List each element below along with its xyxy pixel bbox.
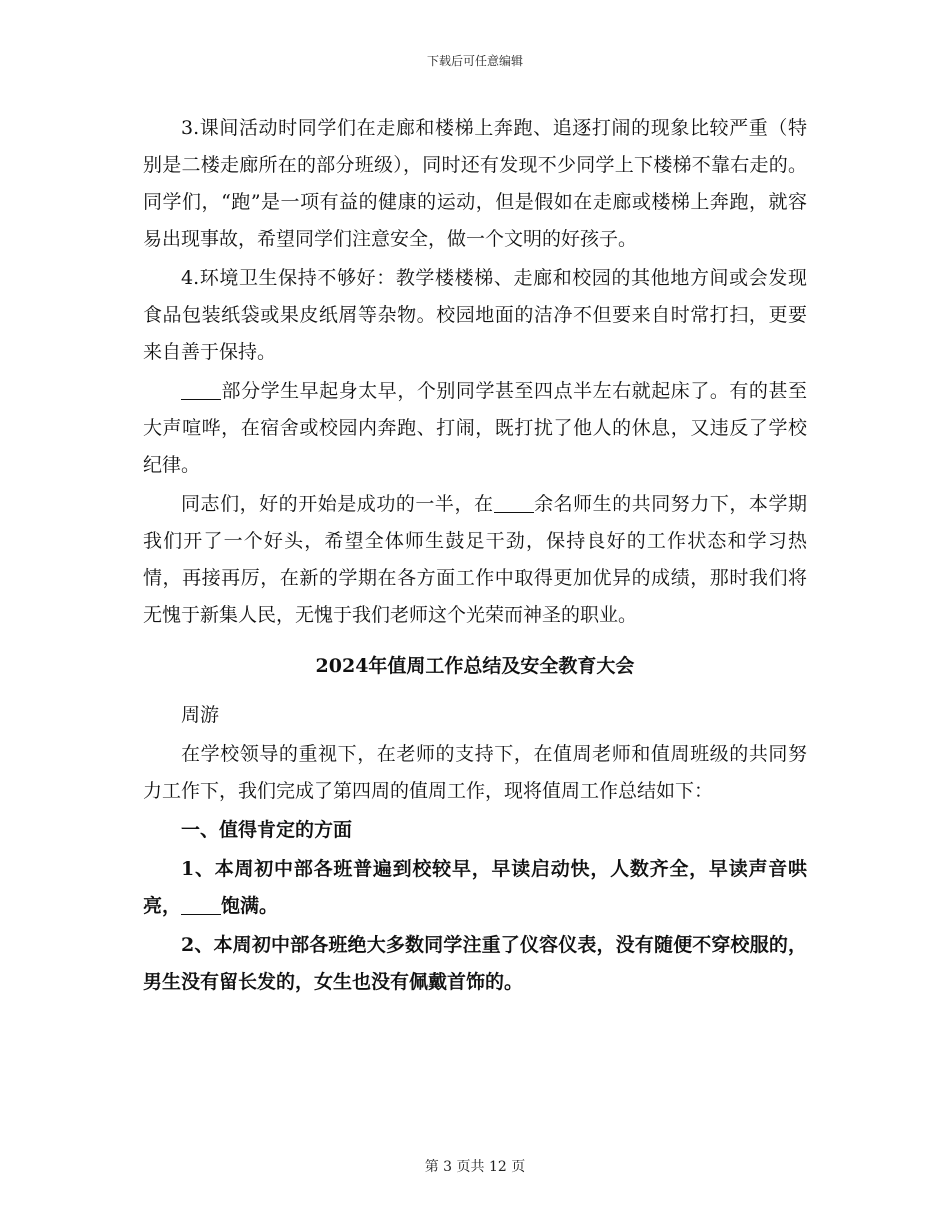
paragraph-text: 同志们，好的开始是成功的一半，在: [181, 493, 494, 515]
fill-blank: [494, 493, 534, 513]
paragraph-item-4: 4.环境卫生保持不够好：教学楼楼梯、走廊和校园的其他地方间或会发现食品包装纸袋或果皮纸屑等杂物。校园地面的洁净不但要来自时常打扫，更要来自善于保持。: [143, 267, 807, 363]
fill-blank: [181, 380, 221, 400]
paragraph-intro: 在学校领导的重视下，在老师的支持下，在值周老师和值周班级的共同努力工作下，我们完成了第四周的值周工作，现将值周工作总结如下：: [143, 743, 807, 802]
page-header: 下载后可任意编辑: [426, 54, 523, 68]
fill-blank: [181, 895, 221, 915]
document-body: [143, 110, 807, 1001]
paragraph-text: 余名师生的共同努力下，本学期我们开了一个好头，希望全体师生鼓足干劲，保持良好的工作状态和学习热情，再接再厉，在新的学期在各方面工作中取得更加优异的成绩，那时我们将无愧于新集人民，无愧于我们老师这个光荣而神圣的职业。: [143, 493, 807, 626]
list-item-1: [143, 851, 807, 925]
paragraph-early-rising: [143, 373, 807, 484]
author-line: 周游: [181, 704, 220, 726]
paragraph-closing: [143, 486, 807, 634]
paragraph-item-3: 3.课间活动时同学们在走廊和楼梯上奔跑、追逐打闹的现象比较严重（特别是二楼走廊所在的部分班级），同时还有发现不少同学上下楼梯不靠右走的。同学们，“跑”是一项有益的健康的运动，但是假如在走廊或楼梯上奔跑，就容易出现事故，希望同学们注意安全，做一个文明的好孩子。: [143, 117, 807, 250]
list-item-text: 饱满。: [221, 895, 279, 917]
section-title: 2024年值周工作总结及安全教育大会: [315, 655, 635, 677]
heading-positive-aspects: 一、值得肯定的方面: [181, 819, 353, 841]
list-item-2: 2、本周初中部各班绝大多数同学注重了仪容仪表，没有随便不穿校服的，男生没有留长发的，女生也没有佩戴首饰的。: [143, 934, 807, 993]
list-item-text: 1、本周初中部各班普遍到校较早，早读启动快，人数齐全，早读声音哄亮，: [143, 858, 807, 917]
page-footer: 第 3 页共 12 页: [424, 1159, 526, 1175]
paragraph-text: 部分学生早起身太早，个别同学甚至四点半左右就起床了。有的甚至大声喧哗，在宿舍或校园内奔跑、打闹，既打扰了他人的休息，又违反了学校纪律。: [143, 380, 807, 476]
